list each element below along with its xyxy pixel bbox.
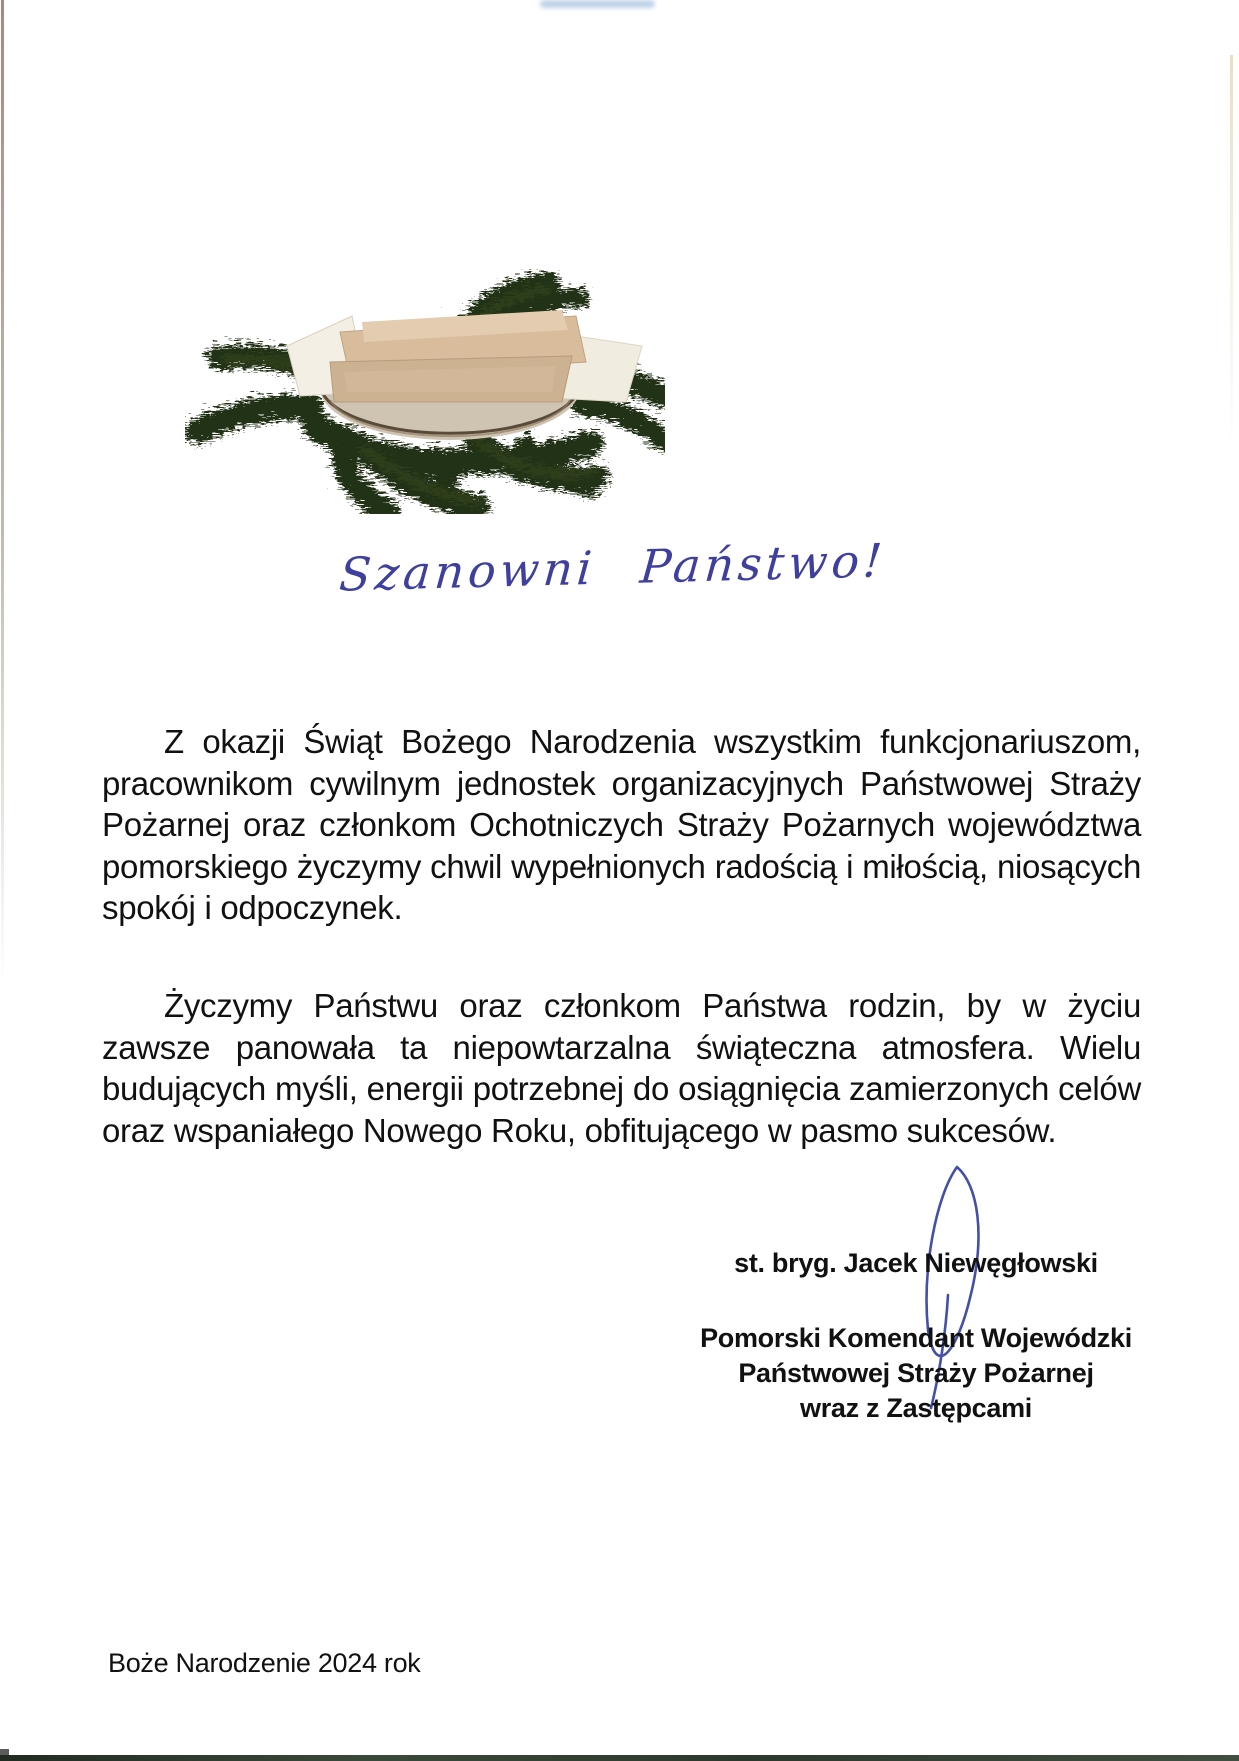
bottom-green-bar — [0, 1755, 1239, 1761]
signatory-title-line2: Państwowej Straży Pożarnej — [738, 1358, 1094, 1388]
signatory-name: st. bryg. Jacek Niewęgłowski — [734, 1248, 1098, 1278]
body-paragraph-1: Z okazji Świąt Bożego Narodzenia wszystkim funkcjonariuszom, pracownikom cywilnym jednostek organizacyjnych Państwowej Straży Pożarnej oraz członkom Ochotniczych Straży Pożarnych województwa pomorskiego życzymy chwil wypełnionych radością i miłością, niosących spokój i odpoczynek. — [102, 723, 1141, 926]
right-edge-scan-mark — [1230, 55, 1233, 455]
handwritten-greeting: Szanowni Państwo! — [337, 533, 888, 602]
signatory-title — [666, 1321, 1166, 1426]
left-edge-scan-mark — [1, 0, 4, 985]
fir-branch-wafer-image — [185, 252, 665, 514]
body-paragraph-2: Życzymy Państwu oraz członkom Państwa rodzin, by w życiu zawsze panowała ta niepowtarzalna świąteczna atmosfera. Wielu budujących myśli, energii potrzebnej do osiągnięcia zamierzonych celów oraz wspaniałego Nowego Roku, obfitującego w pasmo sukcesów. — [102, 987, 1141, 1149]
top-blue-smudge — [540, 0, 655, 8]
footer-date-note: Boże Narodzenie 2024 rok — [108, 1648, 421, 1678]
signatory-title-line1: Pomorski Komendant Wojewódzki — [700, 1323, 1132, 1353]
signatory-title-line3: wraz z Zastępcami — [800, 1393, 1032, 1423]
fir-wafer-illustration — [185, 252, 665, 514]
signature-block — [666, 1248, 1166, 1426]
christmas-wafers — [287, 310, 642, 402]
